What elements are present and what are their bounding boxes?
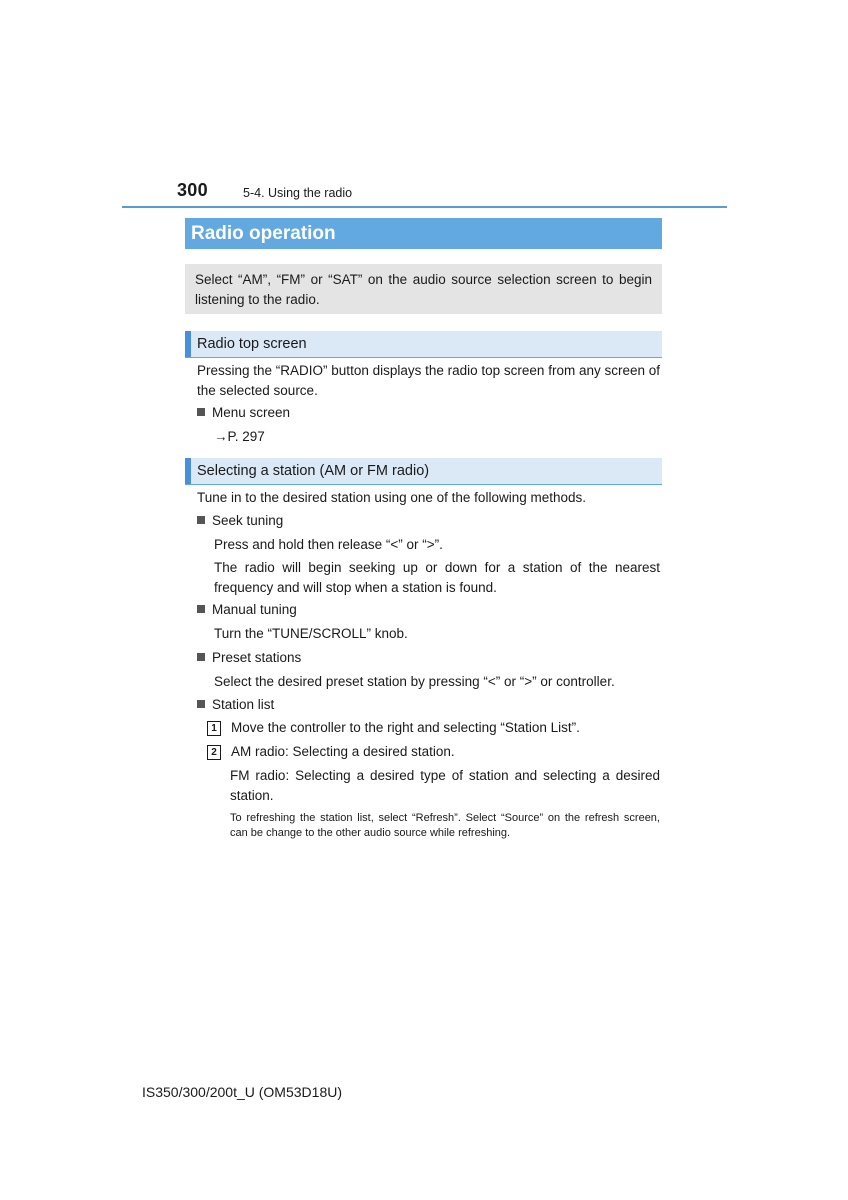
header-divider: [122, 206, 727, 208]
station-list-step-1: [207, 718, 580, 738]
menu-screen-reference[interactable]: [214, 427, 265, 447]
preset-stations-text: Select the desired preset station by pressing “<” or “>” or controller.: [214, 674, 615, 689]
radio-top-description: Pressing the “RADIO” button displays the radio top screen from any screen of the selected source.: [197, 363, 660, 398]
intro-box: [185, 264, 662, 314]
station-list-note: To refreshing the station list, select “Refresh”. Select “Source” on the refresh screen, can be change to the other audio source while refreshing.: [230, 812, 660, 839]
station-list-item: [197, 696, 274, 714]
preset-stations-label: Preset stations: [212, 650, 302, 665]
bullet-square-icon: [197, 700, 205, 708]
preset-stations-item: [197, 649, 301, 667]
step-number-badge: 1: [207, 721, 221, 736]
manual-tuning-item: [197, 601, 297, 619]
bullet-square-icon: [197, 516, 205, 524]
bullet-square-icon: [197, 408, 205, 416]
step-text: AM radio: Selecting a desired station.: [231, 744, 455, 759]
step-number-badge: 2: [207, 745, 221, 760]
subsection-radio-top-screen: Radio top screen: [185, 331, 662, 357]
menu-screen-label: Menu screen: [212, 405, 291, 420]
seek-tuning-item: [197, 512, 283, 530]
manual-tuning-text: Turn the “TUNE/SCROLL” knob.: [214, 626, 408, 641]
page-reference-link[interactable]: P. 297: [227, 429, 265, 444]
station-list-label: Station list: [212, 697, 275, 712]
manual-code-footer: IS350/300/200t_U (OM53D18U): [142, 1084, 342, 1100]
section-reference: 5-4. Using the radio: [243, 186, 353, 200]
page-title: Radio operation: [185, 218, 662, 249]
manual-tuning-label: Manual tuning: [212, 602, 297, 617]
arrow-right-icon: →: [214, 429, 228, 444]
seek-tuning-line2: The radio will begin seeking up or down for a station of the nearest frequency and will stop when a station is found.: [214, 560, 660, 595]
subsection-selecting-station: Selecting a station (AM or FM radio): [185, 458, 662, 484]
menu-screen-item: [197, 404, 290, 422]
selecting-intro: Tune in to the desired station using one of the following methods.: [197, 490, 586, 505]
page-number: 300: [177, 180, 208, 200]
bullet-square-icon: [197, 653, 205, 661]
bullet-square-icon: [197, 605, 205, 613]
seek-tuning-line1: Press and hold then release “<” or “>”.: [214, 537, 443, 552]
step-text: Move the controller to the right and selecting “Station List”.: [231, 720, 580, 735]
intro-text: Select “AM”, “FM” or “SAT” on the audio source selection screen to begin listening to the radio.: [195, 272, 652, 307]
seek-tuning-label: Seek tuning: [212, 513, 284, 528]
fm-radio-text: FM radio: Selecting a desired type of station and selecting a desired station.: [230, 768, 660, 803]
station-list-step-2: [207, 742, 455, 762]
